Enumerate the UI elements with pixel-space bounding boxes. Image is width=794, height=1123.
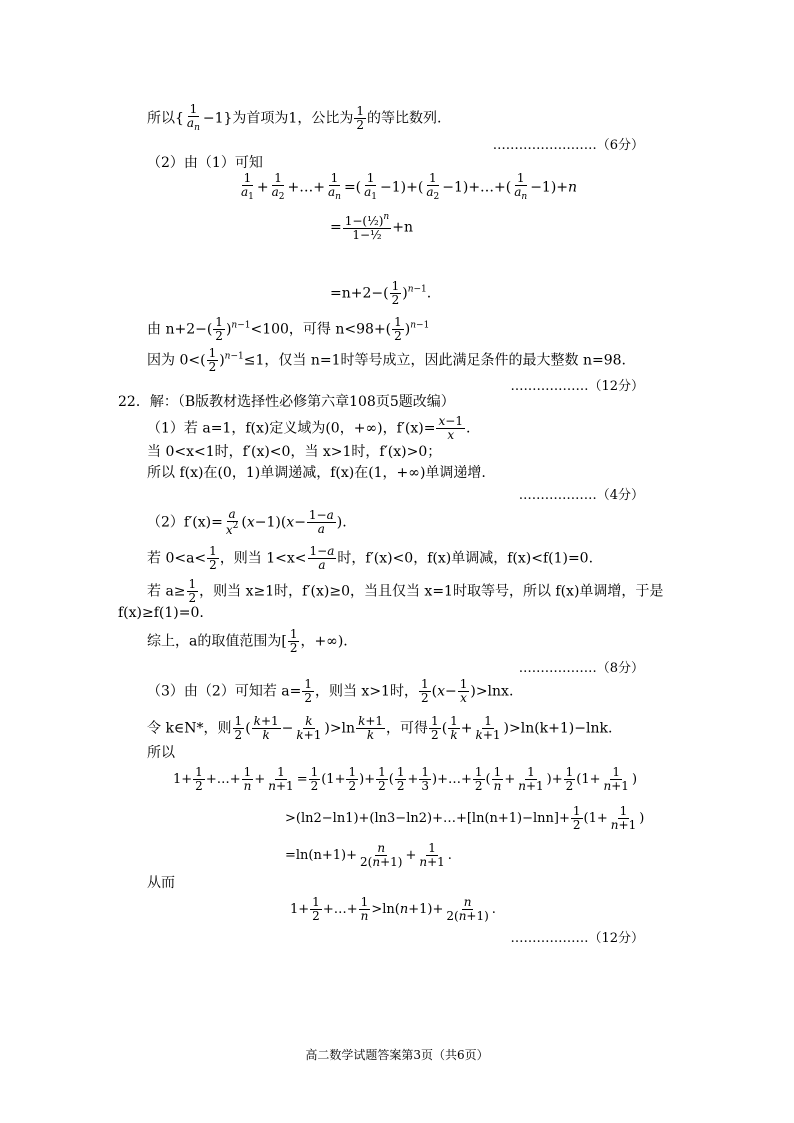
text: ，则当 x≥1时，f′(x)≥0，当且仅当 x=1时取等号，所以 f(x)单调增，于是: [199, 583, 664, 600]
text: =n+2−(: [330, 285, 389, 302]
text: 因为 0<(: [147, 352, 206, 369]
text: ，+∞).: [300, 633, 348, 650]
text: ，则当 x>1时，: [314, 683, 418, 700]
text: ，则当 1<x<: [219, 550, 307, 567]
text: 的等比数列.: [366, 110, 442, 127]
p22-part2-summary: 综上，a的取值范围为[ $\frac{1}{2}$ ，+∞).: [147, 627, 348, 656]
p22-heading: 22．解：（B版教材选择性必修第六章108页5题改编）: [118, 394, 455, 410]
text: ，可得: [386, 720, 429, 737]
text: 令 k∈N*，则: [147, 720, 232, 737]
p22-part2-case2: 若 a≥ $\frac{1}{2}$ ，则当 x≥1时，f′(x)≥0，当且仅当 x=1时取等号，所以 f(x)单调增，于是: [147, 577, 664, 606]
p22-part3-line2: 令 k∈N*，则 $\frac{1}{2}$ ( $\frac{k+1}{k}$ − $\frac{k}{k+1}$ )>ln $\frac{k+1}{k}$ ，可得 $\frac{1}{2}$ ( $\frac{1}{k}$ + $\frac{1}{k+1}$ )>ln(k+1)−lnk.: [147, 714, 613, 743]
text: >(ln2−ln1)+(ln3−ln2)+…+[ln(n+1)−lnn]+: [285, 811, 570, 827]
text: 综上，a的取值范围为[: [147, 633, 287, 650]
p22-part1-line2: 当 0<x<1时，f′(x)<0，当 x>1时，f′(x)>0；: [147, 444, 442, 460]
text: 若 0<a<: [147, 550, 207, 567]
text: =: [330, 219, 342, 236]
score-mark: ………………（4分）: [518, 488, 644, 503]
text: 若 a≥: [147, 583, 186, 600]
p21-equation-line3: =n+2−( $\frac{1}{2}$ )$^{n-1}$.: [330, 279, 432, 308]
text: >ln(k+1)−lnk.: [508, 720, 613, 737]
p21-conclusion-line: [147, 103, 441, 134]
text: 所以{: [147, 110, 184, 127]
p22-part1-line1: （1）若 a=1，f(x)定义域为(0，+∞)，f′(x)= $\frac{x-1}{x}$ .: [147, 414, 471, 443]
p22-part2-case2-cont: f(x)≥f(1)=0.: [118, 605, 204, 621]
p22-part2-case1: 若 0<a< $\frac{1}{2}$ ，则当 1<x< $\frac{1-a}{a}$ 时，f′(x)<0，f(x)单调减，f(x)<f(1)=0.: [147, 544, 594, 573]
text: ≤1，仅当 n=1时等号成立，因此满足条件的最大整数 n=98.: [243, 352, 626, 369]
fraction: $\frac{1}{2}$: [356, 103, 364, 133]
text: <100，可得 n<98+(: [250, 321, 392, 338]
p21-equation-line2: = $\frac{1-(\frac{1}{2})^n}{\text{1−½}}$ +n: [330, 212, 413, 243]
text: +n: [392, 219, 413, 236]
page-footer: 高二数学试题答案第3页（共6页）: [305, 1048, 489, 1062]
p22-part3-hence: 从而: [147, 875, 175, 891]
text: （3）由（2）可知若 a=: [147, 683, 302, 700]
p21-part2-intro: （2）由（1）可知: [147, 155, 263, 171]
p22-part3-sum-line2: >(ln2−ln1)+(ln3−ln2)+…+[ln(n+1)−lnn]+ $\frac{1}{2}$ (1+ $\frac{1}{n+1}$ ): [285, 804, 645, 833]
p21-range: 因为 0<( $\frac{1}{2}$ )$^{n-1}$≤1，仅当 n=1时等号成立，因此满足条件的最大整数 n=98.: [147, 346, 626, 375]
fraction: $\frac{1}{a_n}$: [186, 102, 200, 134]
text: （2）f′(x)=: [147, 514, 223, 531]
p21-equation-line1: $\frac{1}{a_1}$ + $\frac{1}{a_2}$ +…+ $\frac{1}{a_n}$ =( $\frac{1}{a_1}$ −1)+( $\frac{1}{a_2}$ −1)+…+( $\frac{1}{a_n}$ −1)+n: [241, 171, 578, 203]
text: 时，f′(x)<0，f(x)单调减，f(x)<f(1)=0.: [337, 550, 594, 567]
p22-part3-sum-line3: =ln(n+1)+ $\frac{n}{2(n+1)}$ + $\frac{1}{n+1}$ .: [285, 841, 452, 870]
p22-part3-line1: （3）由（2）可知若 a= $\frac{1}{2}$ ，则当 x>1时， $\frac{1}{2}$ (x− $\frac{1}{x}$ )>lnx.: [147, 677, 514, 706]
score-mark: ………………（12分）: [510, 931, 644, 946]
score-mark: ………………（12分）: [510, 379, 644, 394]
text: =ln(n+1)+: [285, 848, 357, 864]
score-mark: ………………（8分）: [518, 661, 644, 676]
text: >ln: [329, 720, 356, 737]
text: （1）若 a=1，f(x)定义域为(0，+∞)，f′(x)=: [147, 420, 436, 437]
p22-part3-sum-line1: 1+ $\frac{1}{2}$ +…+ $\frac{1}{n}$ + $\frac{1}{n+1}$ = $\frac{1}{2}$ (1+ $\frac{1}{2}$ )+ $\frac{1}{2}$ ( $\frac{1}{2}$ + $\frac{1}{3}$ )+…+ $\frac{1}{2}$ ( $\frac{1}{n}$ + $\frac{1}{n+1}$ )+ $\frac{1}{2}$ (1+ $\frac{1}{n+1}$ ): [173, 765, 638, 794]
text: −1}为首项为1，公比为: [202, 110, 354, 127]
p22-part3-so: 所以: [147, 745, 175, 761]
p21-inequality: 由 n+2−( $\frac{1}{2}$ )$^{n-1}$<100，可得 n<98+( $\frac{1}{2}$ )$^{n-1}$: [147, 315, 430, 344]
score-mark: ……………………（6分）: [492, 138, 644, 153]
text: >lnx.: [475, 683, 514, 700]
text: 由 n+2−(: [147, 321, 213, 338]
p22-part2-derivative: （2）f′(x)= $\frac{a}{x^2}$ (x−1)(x− $\frac{1-a}{a}$ ).: [147, 507, 347, 538]
p22-part3-final: 1+ $\frac{1}{2}$ +…+ $\frac{1}{n}$ >ln(n+1)+ $\frac{n}{2(n+1)}$ .: [290, 895, 496, 924]
p22-part1-line3: 所以 f(x)在(0，1)单调递减，f(x)在(1，+∞)单调递增.: [147, 465, 486, 481]
